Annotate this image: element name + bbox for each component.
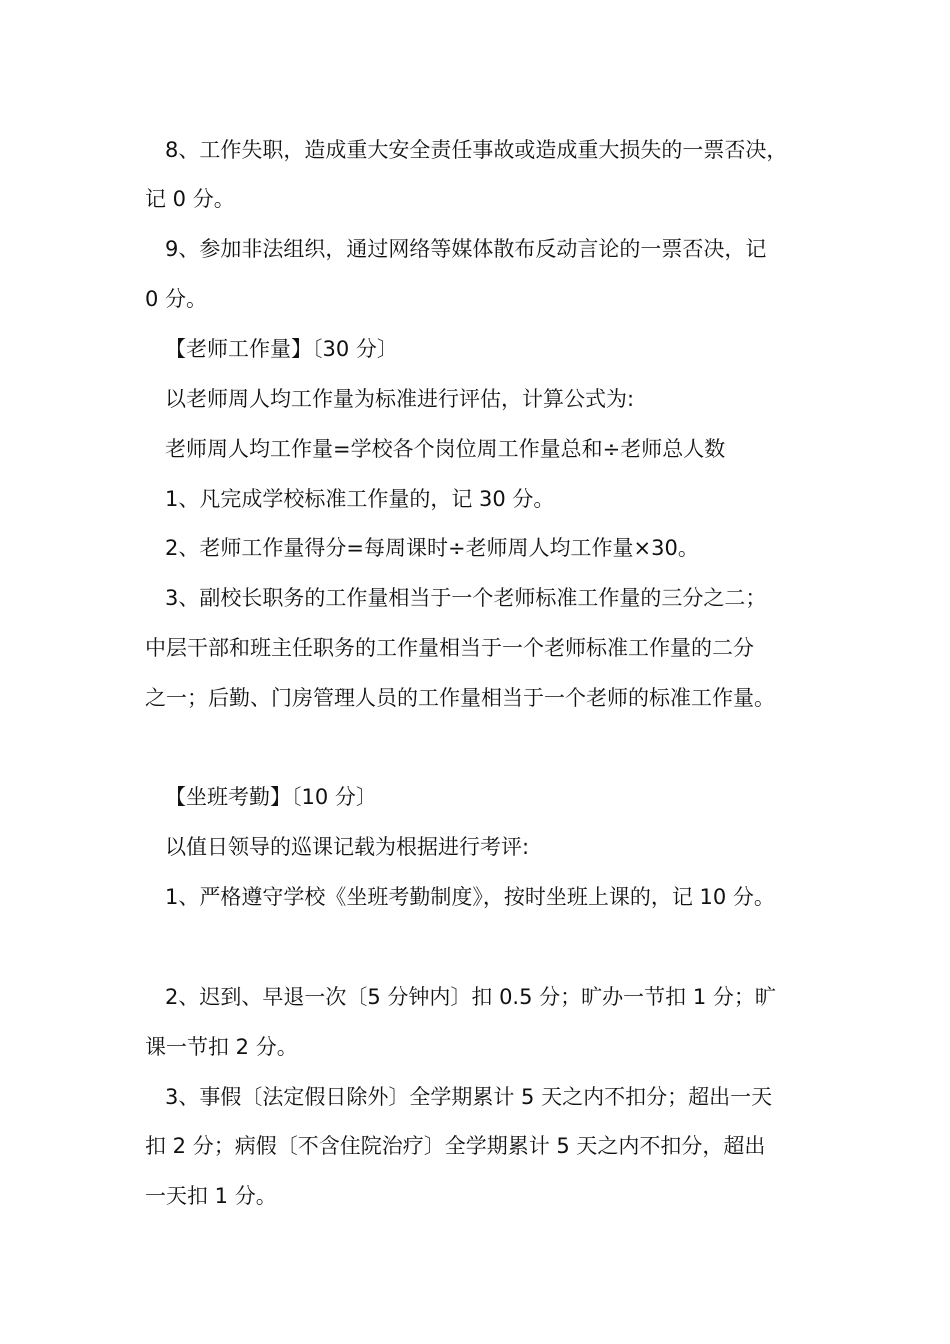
text-line-12: 之一；后勤、门房管理人员的工作量相当于一个老师的标准工作量。 [145, 686, 775, 710]
text-line-1: 8、工作失职，造成重大安全责任事故或造成重大损失的一票否决， [165, 138, 788, 162]
text-line-10: 3、副校长职务的工作量相当于一个老师标准工作量的三分之二； [165, 586, 767, 610]
text-line-8: 1、凡完成学校标准工作量的，记 30 分。 [165, 487, 555, 511]
section-heading-teacher-workload: 【老师工作量】〔30 分〕 [165, 337, 398, 361]
text-line-9: 2、老师工作量得分=每周课时÷老师周人均工作量×30。 [165, 536, 699, 560]
text-line-6: 以老师周人均工作量为标准进行评估，计算公式为: [165, 387, 635, 411]
text-line-3: 9、参加非法组织，通过网络等媒体散布反动言论的一票否决，记 [165, 237, 767, 261]
text-line-19: 扣 2 分；病假〔不含住院治疗〕全学期累计 5 天之内不扣分，超出 [145, 1134, 766, 1158]
text-line-15: 1、严格遵守学校《坐班考勤制度》，按时坐班上课的，记 10 分。 [165, 885, 775, 909]
text-line-4: 0 分。 [145, 287, 208, 311]
text-line-2: 记 0 分。 [145, 187, 235, 211]
formula-line: 老师周人均工作量=学校各个岗位周工作量总和÷老师总人数 [165, 437, 726, 461]
text-line-17: 课一节扣 2 分。 [145, 1035, 298, 1059]
section-heading-attendance: 【坐班考勤】〔10 分〕 [165, 785, 377, 809]
text-line-16: 2、迟到、早退一次〔5 分钟内〕扣 0.5 分；旷办一节扣 1 分；旷 [165, 985, 776, 1009]
text-line-11: 中层干部和班主任职务的工作量相当于一个老师标准工作量的二分 [145, 636, 754, 660]
text-line-20: 一天扣 1 分。 [145, 1184, 277, 1208]
text-line-18: 3、事假〔法定假日除外〕全学期累计 5 天之内不扣分；超出一天 [165, 1085, 773, 1109]
text-line-14: 以值日领导的巡课记载为根据进行考评: [165, 835, 530, 859]
